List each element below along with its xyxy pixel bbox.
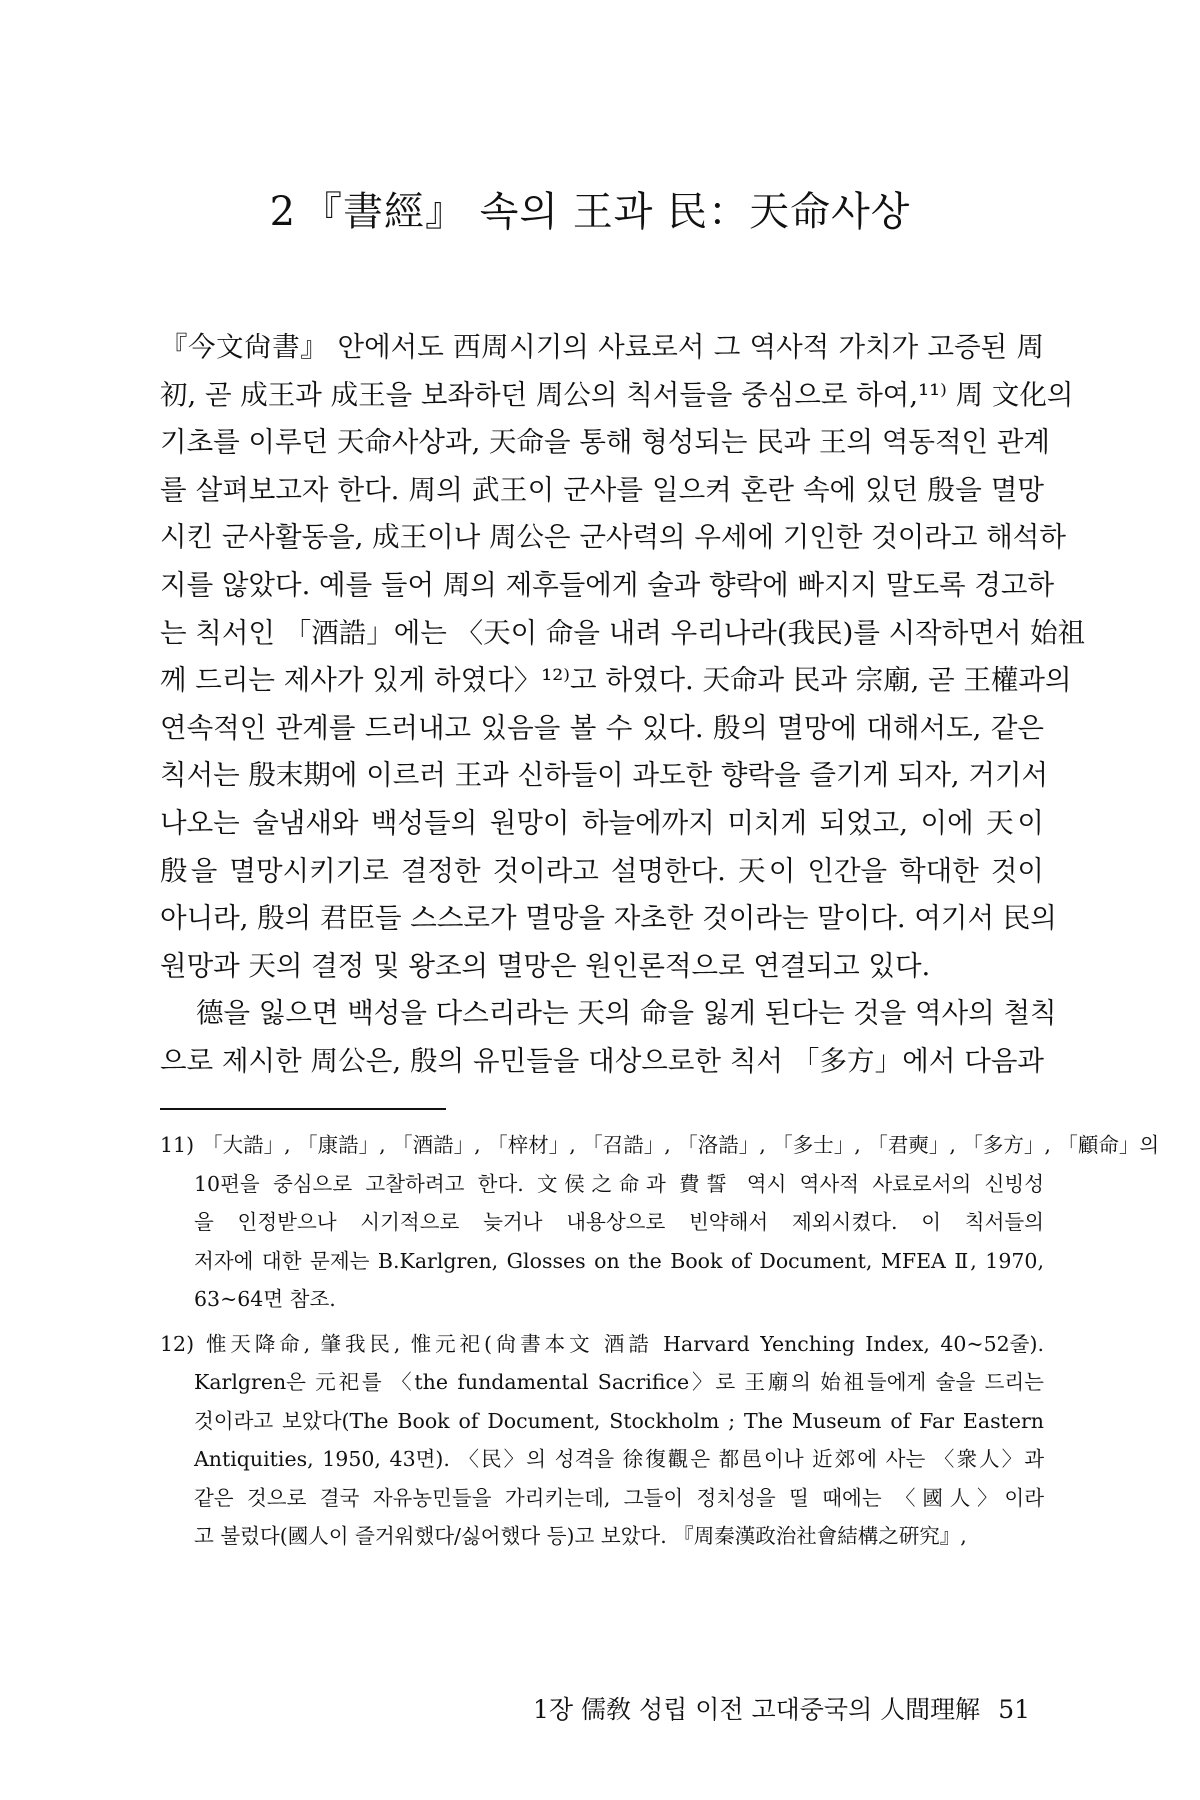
section-title	[150, 180, 1030, 237]
footnote-marker: 12)	[160, 1331, 195, 1356]
footnote-divider	[160, 1108, 446, 1110]
body-line: 기초를 이루던 天命사상과, 天命을 통해 형성되는 民과 王의 역동적인 관계	[160, 426, 1050, 459]
footnote-line: 것이라고 보았다(The Book of Document, Stockholm ; The Museum of Far Eastern	[194, 1408, 1044, 1433]
body-line: 원망과 天의 결정 및 왕조의 멸망은 원인론적으로 연결되고 있다.	[160, 949, 931, 982]
running-head: 1장 儒敎 성립 이전 고대중국의 人間理解	[533, 1695, 981, 1724]
body-line: 아니라, 殷의 君臣들 스스로가 멸망을 자초한 것이라는 말이다. 여기서 民의	[160, 902, 1057, 935]
body-line: 初, 곧 成王과 成王을 보좌하던 周公의 칙서들을 중심으로 하여,¹¹⁾ 周 文化의	[160, 378, 1074, 411]
footnote-line: 같은 것으로 결국 자유농민들을 가리키는데, 그들이 정치성을 띨 때에는 〈國人〉이라	[194, 1485, 1044, 1510]
footnote-line	[160, 1325, 1044, 1364]
footnote-marker: 11)	[160, 1133, 195, 1157]
body-line: 지를 않았다. 예를 들어 周의 제후들에게 술과 향락에 빠지지 말도록 경고하	[160, 568, 1055, 601]
body-line: 연속적인 관계를 드러내고 있음을 볼 수 있다. 殷의 멸망에 대해서도, 같은	[160, 711, 1044, 744]
footnote-line: 63~64면 참조.	[194, 1287, 336, 1311]
body-line: 시킨 군사활동을, 成王이나 周公은 군사력의 우세에 기인한 것이라고 해석하	[160, 521, 1066, 554]
body-line: 를 살펴보고자 한다. 周의 武王이 군사를 일으켜 혼란 속에 있던 殷을 멸망	[160, 473, 1044, 506]
section-title-text: 『書經』 속의 王과 民：天命사상	[302, 189, 911, 235]
body-line: 으로 제시한 周公은, 殷의 유민들을 대상으로한 칙서 「多方」에서 다음과	[160, 1044, 1044, 1077]
footnotes	[160, 1126, 1160, 1562]
body-line: 『今文尙書』 안에서도 西周시기의 사료로서 그 역사적 가치가 고증된 周	[160, 331, 1044, 363]
footnote-line: Karlgren은 元祀를 〈the fundamental Sacrifice〉로 王廟의 始祖들에게 술을 드리는	[194, 1370, 1044, 1394]
body-line: 德을 잃으면 백성을 다스리라는 天의 命을 잃게 된다는 것을 역사의 철칙	[196, 997, 1057, 1030]
footnote-line: 저자에 대한 문제는 B.Karlgren, Glosses on the Book of Document, MFEA Ⅱ, 1970,	[194, 1248, 1044, 1273]
footnote-11	[160, 1126, 1160, 1319]
footnote-12	[160, 1325, 1044, 1556]
page-footer	[160, 1690, 1030, 1726]
body-line: 殷을 멸망시키기로 결정한 것이라고 설명한다. 天이 인간을 학대한 것이	[160, 854, 1044, 887]
footnote-line: 10편을 중심으로 고찰하려고 한다. 文侯之命과 費誓 역시 역사적 사료로서의 신빙성	[194, 1171, 1044, 1196]
body-line: 는 칙서인 「酒誥」에는 〈天이 命을 내려 우리나라(我民)를 시작하면서 始祖	[160, 616, 1086, 649]
body-line: 나오는 술냄새와 백성들의 원망이 하늘에까지 미치게 되었고, 이에 天이	[160, 806, 1044, 839]
footnote-line	[160, 1126, 1160, 1165]
page-number: 51	[998, 1695, 1030, 1724]
footnote-text: 惟天降命, 肇我民, 惟元祀(尙書本文 酒誥 Harvard Yenching Index, 40~52줄).	[202, 1331, 1044, 1356]
body-line: 칙서는 殷末期에 이르러 王과 신하들이 과도한 향락을 즐기게 되자, 거기서	[160, 759, 1049, 792]
section-number: 2	[269, 189, 297, 235]
footnote-line: 고 불렀다(國人이 즐거워했다/싫어했다 등)고 보았다. 『周秦漢政治社會結構之硏究』,	[194, 1524, 967, 1548]
footnote-line: 을 인정받으나 시기적으로 늦거나 내용상으로 빈약해서 제외시켰다. 이 칙서들의	[194, 1210, 1044, 1234]
body-line: 께 드리는 제사가 있게 하였다〉¹²⁾고 하였다. 天命과 民과 宗廟, 곧 王權과의	[160, 664, 1072, 697]
body-text	[160, 324, 1086, 1086]
footnote-text: 「大誥」, 「康誥」, 「酒誥」, 「梓材」, 「召誥」, 「洛誥」, 「多士」, 「君奭」, 「多方」, 「顧命」의	[202, 1133, 1160, 1157]
footnote-line: Antiquities, 1950, 43면). 〈民〉의 성격을 徐復觀은 都邑이나 近郊에 사는 〈衆人〉과	[194, 1447, 1044, 1471]
